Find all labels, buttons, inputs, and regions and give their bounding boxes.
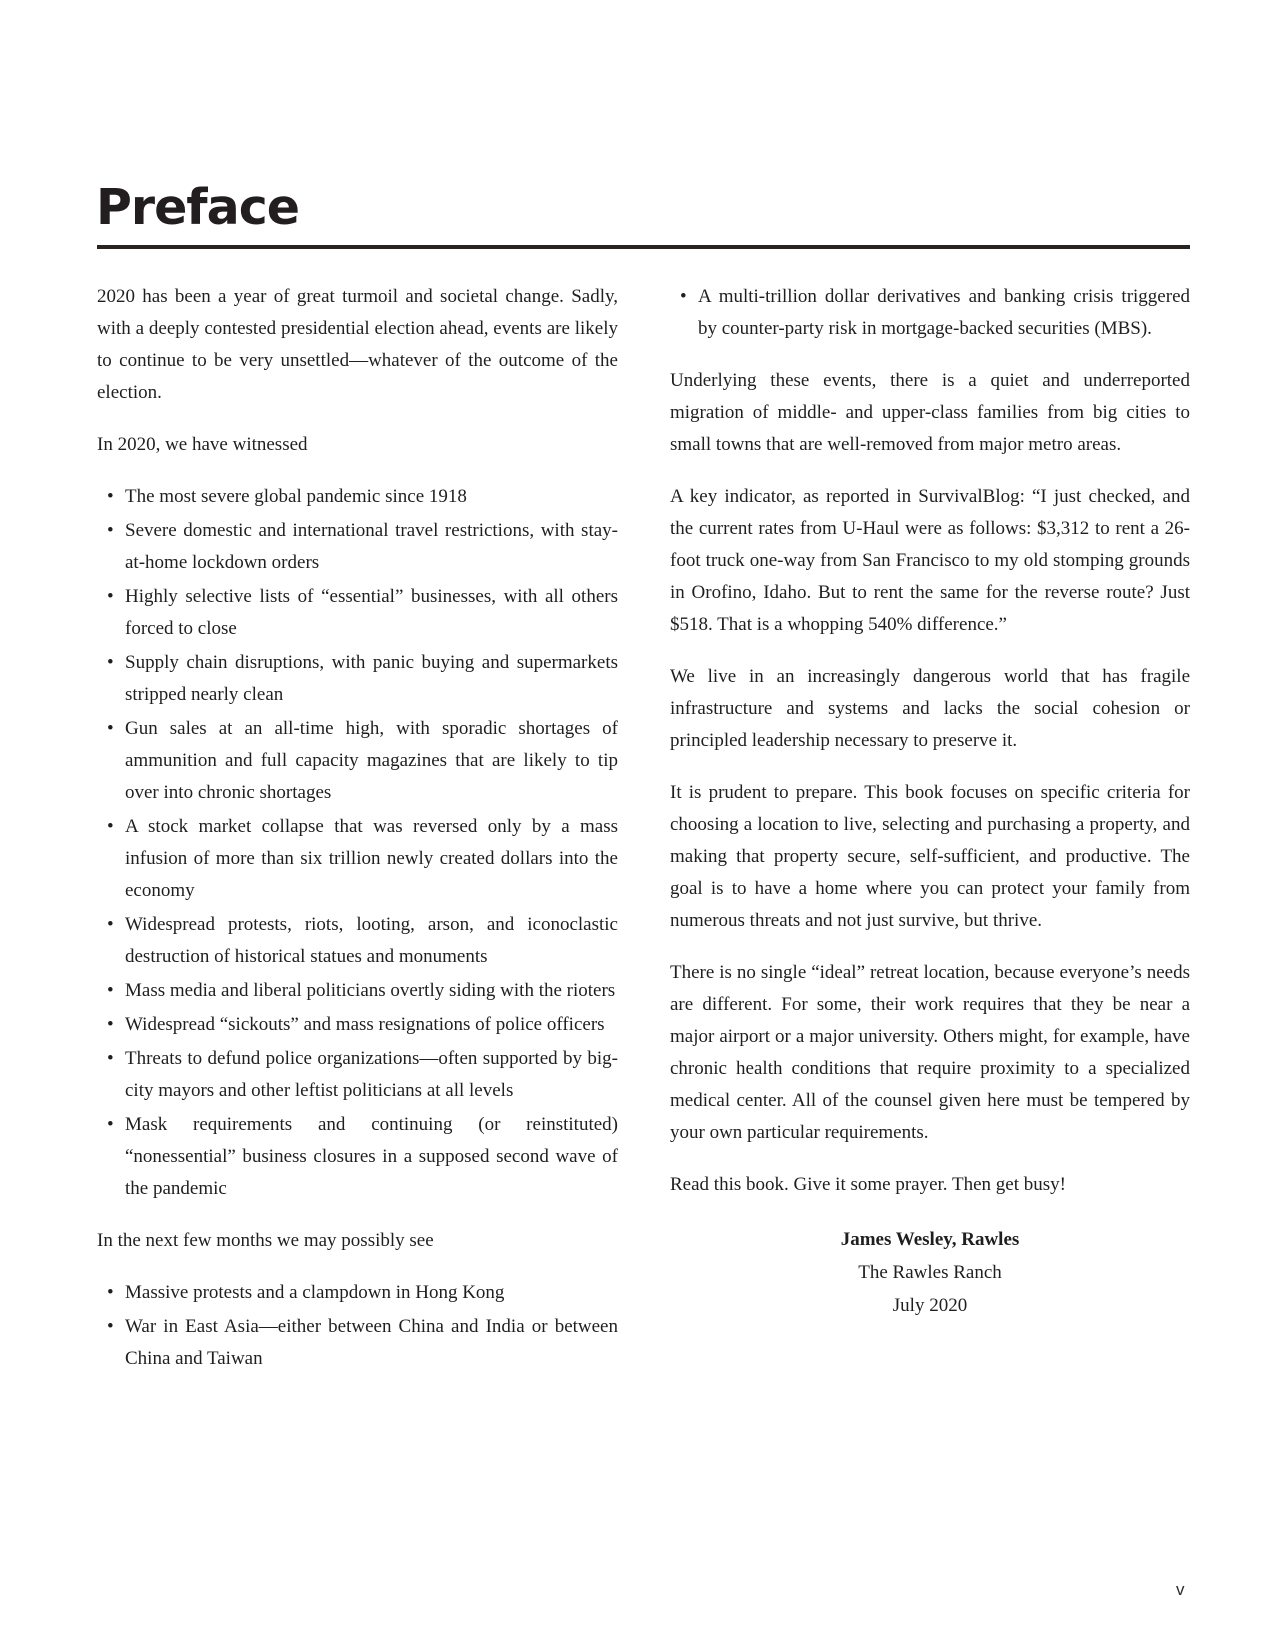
list-item: • Widespread “sickouts” and mass resignations of police officers [97,1009,618,1041]
list-item: • Mask requirements and continuing (or reinstituted) “nonessential” business closures in a supposed second wave of the pandemic [97,1109,618,1205]
paragraph-underlying: Underlying these events, there is a quiet and underreported migration of middle- and upper-class families from big cities to small towns that are well-removed from major metro areas. [670,370,1190,455]
signature-date: July 2020 [892,1295,968,1316]
signature-place: The Rawles Ranch [858,1262,1002,1283]
paragraph-no-ideal-retreat: There is no single “ideal” retreat location, because everyone’s needs are different. For some, their work requires that they be near a major airport or a major university. Others might, for example, have chronic health conditions that require proximity to a specialized medical center. All of the counsel given here must be tempered by your own particular requirements. [670,962,1190,1143]
paragraph-dangerous-world: We live in an increasingly dangerous world that has fragile infrastructure and systems and lacks the social cohesion or principled leadership necessary to preserve it. [670,666,1190,751]
list-item: • Widespread protests, riots, looting, arson, and iconoclastic destruction of historical statues and monuments [97,909,618,973]
page-number: v [1176,1580,1185,1599]
possible-list [97,1277,618,1375]
page-title: Preface [96,179,299,236]
right-column [670,281,1190,1322]
paragraph-turmoil: 2020 has been a year of great turmoil and societal change. Sadly, with a deeply contested presidential election ahead, events are likely to continue to be very unsettled—whatever of the outcome of the election. [97,286,618,403]
list-item: • War in East Asia—either between China and India or between China and Taiwan [97,1311,618,1375]
list-item: • Severe domestic and international travel restrictions, with stay-at-home lockdown orders [97,515,618,579]
witnessed-list [97,481,618,1205]
list-intro-2020: In 2020, we have witnessed [97,434,308,455]
list-item: • Massive protests and a clampdown in Hong Kong [97,1277,618,1309]
list-item: • A multi-trillion dollar derivatives and banking crisis triggered by counter-party risk in mortgage-backed securities (MBS). [670,281,1190,345]
list-item: • Gun sales at an all-time high, with sporadic shortages of ammunition and full capacity magazines that are likely to tip over into chronic shortages [97,713,618,809]
left-column [97,281,618,1395]
paragraph-key-indicator: A key indicator, as reported in SurvivalBlog: “I just checked, and the current rates from U-Haul were as follows: $3,312 to rent a 26-foot truck one-way from San Francisco to my old stomping grounds in Orofino, Idaho. But to rent the same for the reverse route? Just $518. That is a whopping 540% difference.” [670,486,1190,635]
possible-list-continued [670,281,1190,345]
list-item: • The most severe global pandemic since 1918 [97,481,618,513]
list-item: • Supply chain disruptions, with panic buying and supermarkets stripped nearly clean [97,647,618,711]
title-rule [97,245,1190,249]
list-item: • Mass media and liberal politicians overtly siding with the rioters [97,975,618,1007]
paragraph-prudent-to-prepare: It is prudent to prepare. This book focuses on specific criteria for choosing a location to live, selecting and purchasing a property, and making that property secure, self-sufficient, and productive. The goal is to have a home where you can protect your family from numerous threats and not just survive, but thrive. [670,782,1190,931]
list-item: • Threats to defund police organizations—often supported by big-city mayors and other leftist politicians at all levels [97,1043,618,1107]
list-item: • A stock market collapse that was reversed only by a mass infusion of more than six trillion newly created dollars into the economy [97,811,618,907]
list-intro-next-months: In the next few months we may possibly see [97,1230,434,1251]
list-item: • Highly selective lists of “essential” businesses, with all others forced to close [97,581,618,645]
author-name: James Wesley, Rawles [840,1229,1020,1250]
paragraph-read-this-book: Read this book. Give it some prayer. Then get busy! [670,1174,1066,1195]
signature-block [670,1223,1190,1322]
